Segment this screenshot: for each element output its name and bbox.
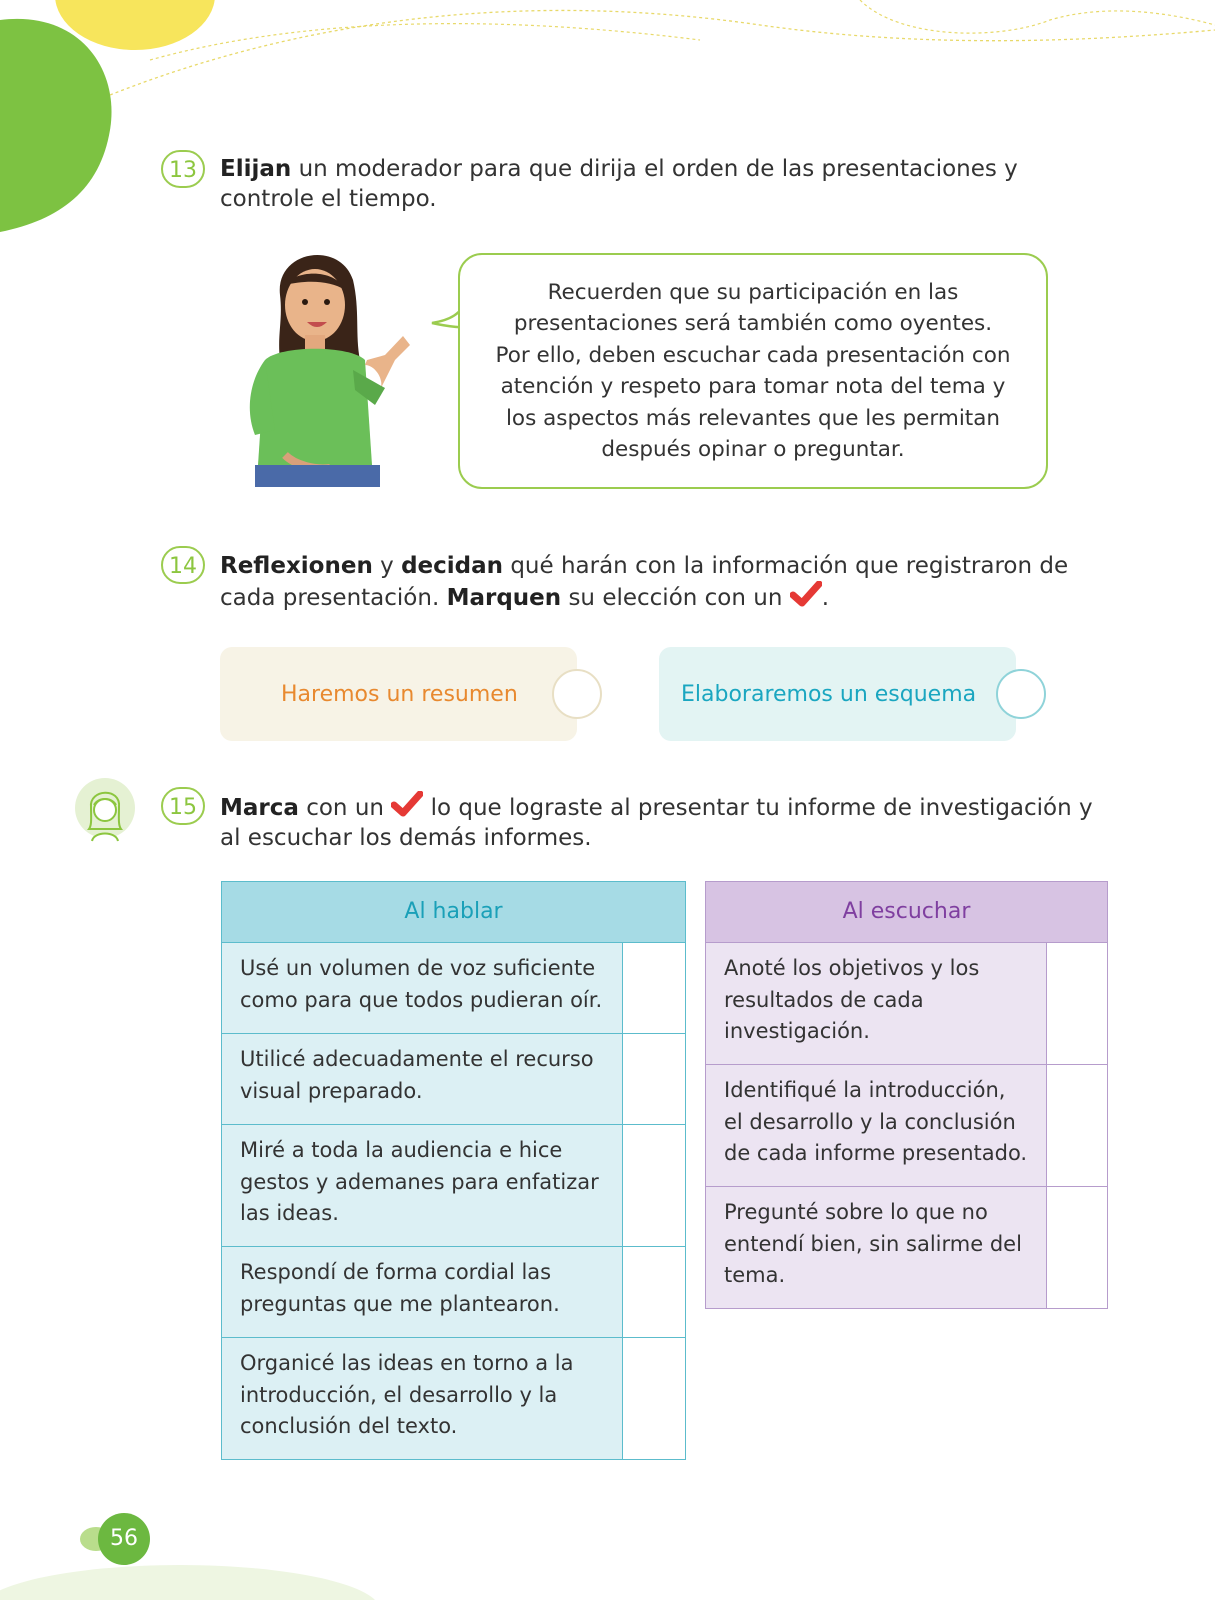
table-hablar-cell: Miré a toda la audiencia e hice gestos y ademanes para enfatizar las ideas. (222, 1125, 623, 1247)
table-hablar-checkbox[interactable] (623, 1338, 686, 1460)
q14-bold-2: decidan (401, 553, 504, 579)
bubble-line: Por ello, deben escuchar cada presentación con (495, 342, 1011, 368)
table-escuchar-header: Al escuchar (706, 882, 1108, 943)
q14-end: . (821, 585, 830, 611)
q14-text-2: qué harán con la información que registraron de cada presentación. (220, 553, 1069, 611)
table-hablar-checkbox[interactable] (623, 943, 686, 1034)
table-row (222, 943, 686, 1034)
bubble-line: los aspectos más relevantes que les permitan (505, 405, 1001, 431)
q13-body: un moderador para que dirija el orden de las presentaciones y controle el tiempo. (220, 156, 1018, 212)
table-escuchar-checkbox[interactable] (1047, 943, 1108, 1065)
table-row (222, 1247, 686, 1338)
q15-text-1: con un (298, 795, 392, 821)
choice-esquema[interactable] (659, 647, 1016, 741)
question-15-text (220, 791, 1110, 853)
bubble-line: presentaciones será también como oyentes. (513, 311, 993, 336)
table-escuchar-cell: Anoté los objetivos y los resultados de cada investigación. (706, 943, 1047, 1065)
table-hablar-cell: Respondí de forma cordial las preguntas que me plantearon. (222, 1247, 623, 1338)
speech-bubble (458, 253, 1048, 489)
bubble-line: atención y respeto para tomar nota del tema y (500, 374, 1006, 399)
table-hablar-cell: Usé un volumen de voz suficiente como para que todos pudieran oír. (222, 943, 623, 1034)
check-mark-icon (391, 791, 423, 817)
decorative-bottom-blob (0, 1540, 400, 1600)
choice-resumen[interactable] (220, 647, 577, 741)
table-hablar-checkbox[interactable] (623, 1125, 686, 1247)
q14-bold-3: Marquen (446, 585, 562, 611)
q15-text-2: lo que lograste al presentar tu informe de investigación y al escuchar los demás informes. (220, 795, 1093, 851)
teacher-illustration (235, 240, 435, 500)
table-hablar-cell: Utilicé adecuadamente el recurso visual preparado. (222, 1034, 623, 1125)
table-escuchar-checkbox[interactable] (1047, 1065, 1108, 1187)
table-hablar-cell: Organicé las ideas en torno a la introducción, el desarrollo y la conclusión del texto. (222, 1338, 623, 1460)
table-row (706, 1187, 1108, 1309)
table-escuchar-cell: Pregunté sobre lo que no entendí bien, sin salirme del tema. (706, 1187, 1047, 1309)
bubble-line: después opinar o preguntar. (601, 437, 905, 462)
student-face-icon (74, 777, 136, 843)
question-number-14: 14 (161, 546, 205, 584)
bubble-line: Recuerden que su participación en las (547, 279, 959, 305)
table-row (706, 943, 1108, 1065)
table-al-hablar (221, 881, 686, 1460)
table-row (706, 1065, 1108, 1187)
choice-esquema-checkbox[interactable] (996, 669, 1046, 719)
question-13-text (220, 154, 1110, 214)
table-row (222, 1034, 686, 1125)
q15-bold-1: Marca (220, 795, 299, 821)
choice-resumen-label: Haremos un resumen (281, 681, 518, 707)
table-hablar-checkbox[interactable] (623, 1034, 686, 1125)
table-hablar-checkbox[interactable] (623, 1247, 686, 1338)
page-number: 56 (98, 1513, 150, 1565)
question-number-15: 15 (161, 787, 205, 825)
q14-text-1: y (372, 553, 402, 579)
decorative-corner-blobs (0, 0, 1215, 260)
q14-bold-1: Reflexionen (220, 553, 373, 579)
question-number-13: 13 (161, 150, 205, 188)
table-row (222, 1125, 686, 1247)
table-escuchar-cell: Identifiqué la introducción, el desarrollo y la conclusión de cada informe presentado. (706, 1065, 1047, 1187)
table-escuchar-checkbox[interactable] (1047, 1187, 1108, 1309)
choice-resumen-checkbox[interactable] (552, 669, 602, 719)
choice-esquema-label: Elaboraremos un esquema (681, 681, 977, 707)
question-14-text (220, 551, 1110, 613)
q14-text-3: su elección con un (561, 585, 790, 611)
q13-bold-verb: Elijan (220, 156, 292, 182)
table-hablar-header: Al hablar (222, 882, 686, 943)
table-al-escuchar (705, 881, 1108, 1309)
table-row (222, 1338, 686, 1460)
check-mark-icon (790, 581, 822, 607)
